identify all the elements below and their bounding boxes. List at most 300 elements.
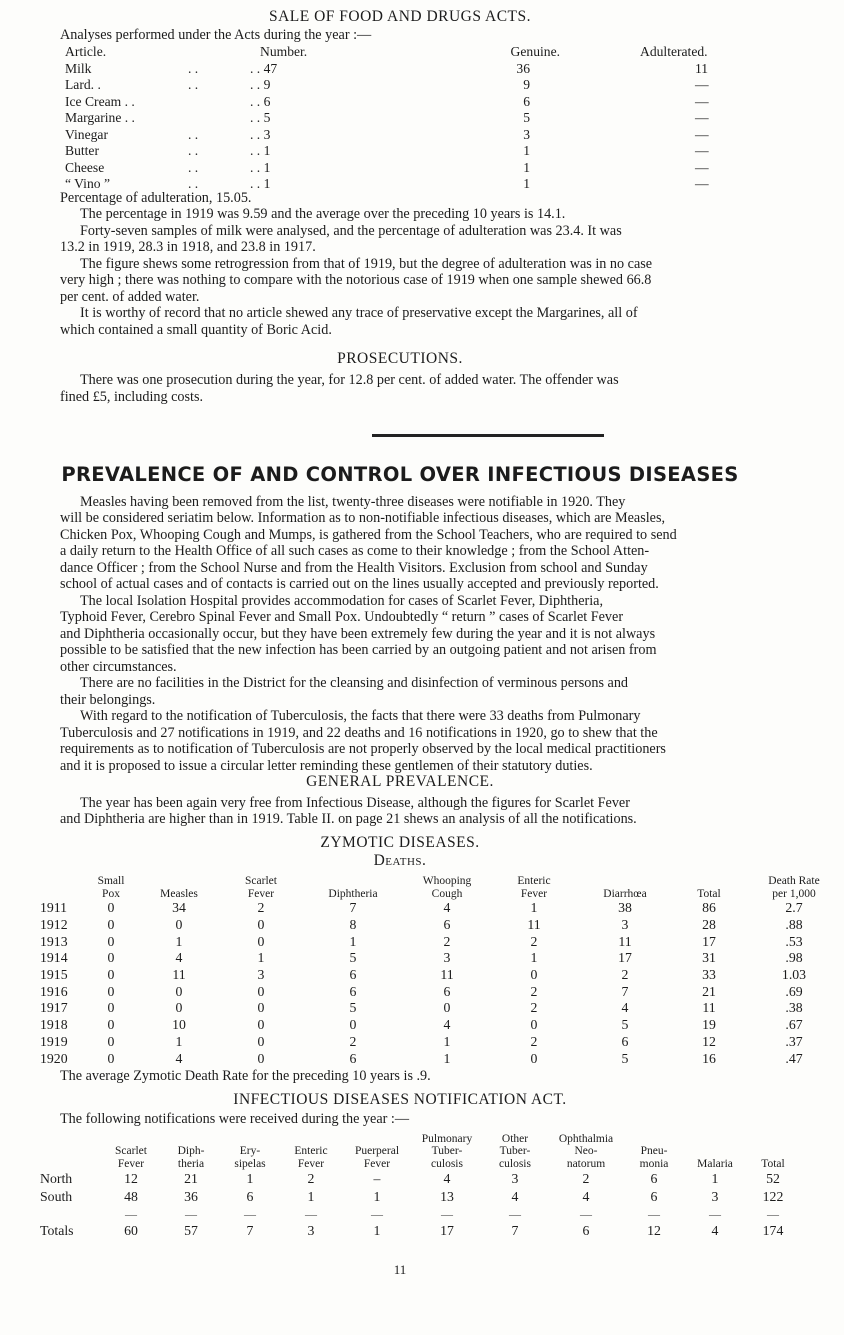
notification-header-l1 — [624, 1133, 684, 1146]
prevalence-line: The local Isolation Hospital provides accommodation for cases of Scarlet Fever, Diphtheria, — [80, 593, 604, 609]
analyses-row — [60, 77, 770, 94]
zymotic-year: 1913 — [40, 933, 68, 949]
zymotic-row — [40, 1017, 844, 1034]
notification-total-cell: 7 — [511, 1223, 519, 1238]
analyses-article — [60, 77, 210, 94]
analyses-article: Ice Cream . . — [65, 93, 135, 109]
notification-area: South — [40, 1189, 73, 1204]
analyses-article: Margarine . . — [65, 110, 135, 126]
prevalence-line: their belongings. — [60, 692, 156, 708]
zymotic-row — [40, 900, 844, 917]
zymotic-cell: .37 — [785, 1033, 803, 1049]
zymotic-header-row — [40, 870, 844, 900]
zymotic-cell: 3 — [443, 950, 451, 966]
prevalence-line: and it is proposed to issue a circular letter reminding these gentlemen of their statutory duties. — [60, 758, 593, 774]
notification-header-cell — [412, 1128, 482, 1170]
notification-cell: 4 — [582, 1189, 590, 1204]
analyses-header-article: Article. — [65, 44, 107, 60]
zymotic-cell: 6 — [349, 1050, 357, 1066]
zymotic-cell: 4 — [175, 950, 183, 966]
notification-header-l1 — [100, 1133, 162, 1146]
para-record-2: which contained a small quantity of Boric Acid. — [60, 322, 332, 338]
zymotic-note: The average Zymotic Death Rate for the preceding 10 years is .9. — [60, 1068, 431, 1084]
analyses-article-name: Cheese — [65, 159, 105, 175]
zymotic-year: 1912 — [40, 917, 68, 933]
notification-header-area — [40, 1128, 100, 1170]
zymotic-cell: 33 — [702, 967, 716, 983]
zymotic-header-l2: Cough — [431, 887, 463, 900]
zymotic-cell: .53 — [785, 933, 803, 949]
zymotic-year: 1920 — [40, 1050, 68, 1066]
prevalence-line: school of actual cases and of contacts is carried out on the lines usually accepted and previously reported. — [60, 576, 659, 592]
zymotic-cell: 2 — [530, 933, 538, 949]
prevalence-line: Typhoid Fever, Cerebro Spinal Fever and Small Pox. Undoubtedly “ return ” cases of Scarlet Fever — [60, 609, 624, 625]
zymotic-year: 1916 — [40, 983, 68, 999]
analyses-adulterated: — — [695, 126, 709, 142]
analyses-article — [60, 127, 210, 144]
notification-cell: 1 — [373, 1189, 381, 1204]
analyses-number: . . 9 — [250, 77, 271, 93]
zymotic-cell: 2 — [349, 1033, 357, 1049]
zymotic-cell: 0 — [107, 1050, 115, 1066]
prevalence-line: will be considered seriatim below. Information as to non-notifiable infectious diseases, which are Measles, — [60, 510, 666, 526]
zymotic-cell: 6 — [621, 1033, 629, 1049]
notification-header-l3: culosis — [431, 1157, 463, 1170]
notification-row — [40, 1188, 800, 1206]
para-milk-1: Forty-seven samples of milk were analysed, and the percentage of adulteration was 23.4. It was — [80, 223, 622, 239]
notification-header-l1 — [746, 1133, 800, 1146]
zymotic-cell: 11 — [440, 967, 454, 983]
notification-header-cell — [684, 1128, 746, 1170]
zymotic-cell: 0 — [107, 1033, 115, 1049]
analyses-genuine: 1 — [523, 176, 530, 192]
zymotic-year: 1917 — [40, 1000, 68, 1016]
zymotic-cell: 4 — [443, 900, 451, 916]
analyses-dots: . . — [188, 77, 199, 93]
zymotic-cell: 17 — [702, 933, 716, 949]
zymotic-cell: 0 — [107, 900, 115, 916]
zymotic-cell: 2 — [257, 900, 265, 916]
prevalence-line: other circumstances. — [60, 659, 177, 675]
analyses-number: . . 5 — [250, 110, 271, 126]
zymotic-header-l2: per 1,000 — [772, 887, 816, 900]
notification-row — [40, 1170, 800, 1188]
notification-header-l3: theria — [177, 1157, 205, 1170]
zymotic-cell: 0 — [530, 1017, 538, 1033]
prevalence-line: Chicken Pox, Whooping Cough and Mumps, is gathered from the School Teachers, who are required to send — [60, 527, 677, 543]
zymotic-header-l2: Diphtheria — [328, 887, 378, 900]
notification-header-cell — [548, 1128, 624, 1170]
zymotic-cell: 0 — [443, 1000, 451, 1016]
zymotic-cell: 0 — [107, 967, 115, 983]
zymotic-cell: 1 — [443, 1050, 451, 1066]
prevalence-line: Tuberculosis and 27 notifications in 1919, and 22 deaths and 16 notifications in 1920, go to shew that the — [60, 725, 658, 741]
zymotic-row — [40, 1000, 844, 1017]
zymotic-header-l2: Fever — [247, 887, 275, 900]
zymotic-header-cell — [674, 870, 744, 900]
zymotic-cell: 1 — [175, 933, 183, 949]
analyses-row — [60, 61, 770, 78]
zymotic-cell: .69 — [785, 983, 803, 999]
notification-cell: 1 — [711, 1171, 719, 1186]
analyses-number: . . 47 — [250, 60, 278, 76]
zymotic-cell: 8 — [349, 917, 357, 933]
para-retro-2: very high ; there was nothing to compare with the notorious case of 1919 when one sample shewed 66.8 — [60, 272, 652, 288]
zymotic-header-cell — [576, 870, 674, 900]
analyses-adulterated: 11 — [695, 60, 709, 76]
notification-header-l2: Scarlet — [115, 1145, 147, 1157]
analyses-article — [60, 61, 210, 78]
notification-header-l3: natorum — [566, 1157, 606, 1170]
notification-cell: 6 — [246, 1189, 254, 1204]
notification-header-l1: Ophthalmia — [558, 1132, 614, 1145]
notification-header-l1 — [280, 1133, 342, 1146]
notification-totals-label: Totals — [40, 1223, 74, 1238]
notification-total-cell: 6 — [582, 1223, 590, 1238]
notification-dash: — — [648, 1206, 660, 1221]
notification-dash: — — [509, 1206, 521, 1221]
zymotic-cell: 1 — [530, 950, 538, 966]
notification-header-l1 — [684, 1133, 746, 1146]
zymotic-cell: 1 — [175, 1033, 183, 1049]
notification-total-cell: 7 — [246, 1223, 254, 1238]
analyses-genuine: 36 — [516, 60, 530, 76]
notification-cell: 2 — [307, 1171, 315, 1186]
analyses-adulterated: — — [695, 176, 709, 192]
zymotic-header-year — [40, 870, 82, 900]
para-milk-2: 13.2 in 1919, 28.3 in 1918, and 23.8 in 1917. — [60, 239, 316, 255]
zymotic-cell: 0 — [107, 1000, 115, 1016]
notification-total-cell: 12 — [647, 1223, 661, 1238]
zymotic-cell: 4 — [443, 1017, 451, 1033]
notification-header-l2 — [746, 1145, 800, 1158]
zymotic-cell: 11 — [172, 967, 186, 983]
notification-header-l1 — [220, 1133, 280, 1146]
zymotic-cell: .47 — [785, 1050, 803, 1066]
para-retro-1: The figure shews some retrogression from that of 1919, but the degree of adulteration was in no case — [80, 256, 653, 272]
zymotic-year: 1911 — [40, 900, 68, 916]
zymotic-header-l2: Fever — [520, 887, 548, 900]
notification-header-cell — [280, 1128, 342, 1170]
zymotic-row — [40, 1050, 844, 1067]
zymotic-cell: 0 — [175, 917, 183, 933]
notification-total-cell: 57 — [184, 1223, 198, 1238]
analyses-row — [60, 160, 770, 177]
prevalence-line: requirements as to notification of Tuberculosis are not properly observed by the local medical practitioners — [60, 741, 666, 757]
zymotic-cell: 2.7 — [785, 900, 803, 916]
prevalence-line: dance Officer ; from the School Nurse and from the Health Visitors. Exclusion from school and Sunday — [60, 560, 648, 576]
general-text-2: and Diphtheria are higher than in 1919. Table II. on page 21 shews an analysis of all the notifications. — [60, 811, 637, 827]
analyses-genuine: 1 — [523, 159, 530, 175]
zymotic-cell: 10 — [172, 1017, 186, 1033]
notification-cell: 12 — [124, 1171, 138, 1186]
zymotic-cell: 1.03 — [781, 967, 807, 983]
notification-cell: 21 — [184, 1171, 198, 1186]
zymotic-row — [40, 983, 844, 1000]
zymotic-cell: 1 — [443, 1033, 451, 1049]
zymotic-cell: 1 — [530, 900, 538, 916]
zymotic-cell: 6 — [443, 917, 451, 933]
zymotic-cell: 4 — [621, 1000, 629, 1016]
zymotic-header-cell — [744, 870, 844, 900]
notification-header-cell — [220, 1128, 280, 1170]
zymotic-header-cell — [218, 870, 304, 900]
zymotic-cell: 0 — [107, 917, 115, 933]
zymotic-cell: .38 — [785, 1000, 803, 1016]
notification-cell: 6 — [650, 1189, 658, 1204]
notification-cell: 4 — [511, 1189, 519, 1204]
notification-total-cell: 4 — [711, 1223, 719, 1238]
analyses-row — [60, 110, 770, 127]
zymotic-cell: 6 — [349, 967, 357, 983]
zymotic-header-l2: Measles — [160, 887, 198, 900]
zymotic-cell: 16 — [702, 1050, 716, 1066]
analyses-header-number: Number. — [260, 44, 308, 60]
prevalence-title: PREVALENCE OF AND CONTROL OVER INFECTIOUS DISEASES — [61, 463, 739, 486]
zymotic-cell: 7 — [349, 900, 357, 916]
notification-header-l3: Fever — [363, 1157, 391, 1170]
zymotic-header-l2: Total — [697, 887, 721, 900]
notification-header-l2: Ery- — [239, 1145, 261, 1157]
analyses-genuine: 1 — [523, 143, 530, 159]
zymotic-row — [40, 933, 844, 950]
zymotic-cell: .67 — [785, 1017, 803, 1033]
notification-dash — [40, 1206, 100, 1222]
zymotic-header-l1: Enteric — [517, 875, 551, 887]
zymotic-cell: 2 — [530, 983, 538, 999]
zymotic-row — [40, 917, 844, 934]
notification-total-cell: 1 — [373, 1223, 381, 1238]
zymotic-subtitle: Deaths. — [373, 852, 427, 869]
zymotic-cell: 86 — [702, 900, 716, 916]
zymotic-cell: 31 — [702, 950, 716, 966]
notification-cell: 122 — [762, 1189, 784, 1204]
notification-total-cell: 3 — [307, 1223, 315, 1238]
zymotic-cell: .98 — [785, 950, 803, 966]
notification-dash: — — [185, 1206, 197, 1221]
notification-header-l3: Total — [761, 1157, 785, 1170]
analyses-adulterated: — — [695, 159, 709, 175]
prosecutions-text-2: fined £5, including costs. — [60, 389, 204, 405]
prevalence-line: a daily return to the Health Office of all such cases as come to their knowledge ; from the School Atten- — [60, 543, 650, 559]
prevalence-line: and Diphtheria occasionally occur, but they have been extremely few during the year and it is not always — [60, 626, 656, 642]
zymotic-cell: 5 — [349, 1000, 357, 1016]
zymotic-cell: 0 — [257, 1000, 265, 1016]
notification-header-l2 — [684, 1145, 746, 1158]
sale-title: SALE OF FOOD AND DRUGS ACTS. — [268, 8, 532, 25]
zymotic-cell: 2 — [530, 1000, 538, 1016]
zymotic-cell: 0 — [257, 1017, 265, 1033]
zymotic-header-l1: Scarlet — [245, 875, 277, 887]
zymotic-cell: 38 — [618, 900, 632, 916]
prevalence-line: possible to be satisfied that the new infection has been carried by an outgoing patient and not arisen from — [60, 642, 657, 658]
notification-header-cell — [482, 1128, 548, 1170]
notification-total-cell: 174 — [762, 1223, 784, 1238]
notification-total-cell: 17 — [440, 1223, 454, 1238]
notification-cell: 3 — [511, 1171, 519, 1186]
notification-cell: 6 — [650, 1171, 658, 1186]
zymotic-cell: 2 — [621, 967, 629, 983]
zymotic-cell: 0 — [175, 1000, 183, 1016]
zymotic-header-l1: Whooping — [422, 875, 472, 887]
zymotic-cell: 0 — [107, 933, 115, 949]
notification-intro: The following notifications were received during the year :— — [60, 1111, 410, 1127]
zymotic-cell: 11 — [702, 1000, 716, 1016]
analyses-number: . . 3 — [250, 126, 271, 142]
zymotic-year: 1919 — [40, 1033, 68, 1049]
zymotic-cell: 0 — [349, 1017, 357, 1033]
zymotic-header-cell — [82, 870, 140, 900]
notification-cell: 1 — [246, 1171, 254, 1186]
analyses-row — [60, 94, 770, 111]
analyses-article-name: “ Vino ” — [65, 176, 110, 192]
zymotic-row — [40, 950, 844, 967]
zymotic-cell: 0 — [107, 950, 115, 966]
analyses-number: . . 6 — [250, 93, 271, 109]
zymotic-cell: 6 — [349, 983, 357, 999]
analyses-genuine: 6 — [523, 93, 530, 109]
zymotic-cell: 0 — [257, 1033, 265, 1049]
zymotic-cell: 0 — [257, 983, 265, 999]
analyses-number: . . 1 — [250, 143, 271, 159]
notification-dash: — — [580, 1206, 592, 1221]
notification-header-l3: sipelas — [234, 1157, 266, 1170]
zymotic-header-l1: Small — [97, 875, 125, 887]
notification-cell: – — [373, 1171, 381, 1186]
zymotic-cell: 0 — [530, 1050, 538, 1066]
notification-dash: — — [767, 1206, 779, 1221]
zymotic-header-cell — [140, 870, 218, 900]
notification-header-l3: Fever — [117, 1157, 145, 1170]
zymotic-cell: 2 — [443, 933, 451, 949]
zymotic-cell: 0 — [257, 933, 265, 949]
zymotic-cell: 12 — [702, 1033, 716, 1049]
notification-header-cell — [342, 1128, 412, 1170]
analyses-number: . . 1 — [250, 159, 271, 175]
zymotic-cell: 5 — [349, 950, 357, 966]
zymotic-cell: 1 — [257, 950, 265, 966]
zymotic-cell: 0 — [107, 1017, 115, 1033]
zymotic-cell: 0 — [175, 983, 183, 999]
para-record-1: It is worthy of record that no article shewed any trace of preservative except the Margarines, all of — [80, 305, 638, 321]
zymotic-row — [40, 1034, 844, 1051]
notification-dash: — — [305, 1206, 317, 1221]
notification-header-l3: monia — [639, 1157, 669, 1170]
analyses-dots: . . — [188, 143, 199, 159]
zymotic-cell: 28 — [702, 917, 716, 933]
prosecutions-title: PROSECUTIONS. — [337, 350, 463, 367]
notification-header-l1: Other — [501, 1132, 529, 1145]
zymotic-cell: 17 — [618, 950, 632, 966]
zymotic-cell: 19 — [702, 1017, 716, 1033]
zymotic-cell: 0 — [530, 967, 538, 983]
page-number: 11 — [393, 1262, 407, 1277]
zymotic-cell: 0 — [257, 1050, 265, 1066]
zymotic-table — [40, 870, 844, 1067]
analyses-dots: . . — [188, 176, 199, 192]
para-percentage-1: Percentage of adulteration, 15.05. — [60, 190, 252, 206]
analyses-row — [60, 127, 770, 144]
zymotic-cell: 34 — [172, 900, 186, 916]
prevalence-line: Measles having been removed from the list, twenty-three diseases were notifiable in 1920. They — [80, 494, 626, 510]
zymotic-cell: 1 — [349, 933, 357, 949]
notification-cell: 2 — [582, 1171, 590, 1186]
zymotic-title: ZYMOTIC DISEASES. — [320, 834, 480, 851]
zymotic-header-l2: Diarrhœa — [603, 887, 647, 900]
notification-table — [40, 1128, 800, 1240]
analyses-dots: . . — [188, 60, 199, 76]
notification-dash: — — [244, 1206, 256, 1221]
zymotic-header-cell — [402, 870, 492, 900]
zymotic-cell: 11 — [527, 917, 541, 933]
analyses-header-genuine: Genuine. — [510, 44, 560, 60]
notification-header-l2: Diph- — [177, 1145, 205, 1157]
analyses-article — [60, 160, 210, 177]
prevalence-line: With regard to the notification of Tuberculosis, the facts that there were 33 deaths from Pulmonary — [80, 708, 641, 724]
zymotic-cell: 7 — [621, 983, 629, 999]
notification-title: INFECTIOUS DISEASES NOTIFICATION ACT. — [233, 1091, 567, 1108]
notification-header-l2: Enteric — [294, 1145, 328, 1157]
notification-total-cell: 60 — [124, 1223, 138, 1238]
zymotic-cell: 11 — [618, 933, 632, 949]
notification-header-l3: Fever — [297, 1157, 325, 1170]
notification-header-cell — [100, 1128, 162, 1170]
analyses-header-adulterated: Adulterated. — [640, 44, 708, 60]
notification-dash: — — [371, 1206, 383, 1221]
analyses-adulterated: — — [695, 77, 709, 93]
notification-header-l2: Pneu- — [640, 1145, 668, 1157]
analyses-article — [60, 143, 210, 160]
zymotic-header-l2: Pox — [102, 887, 120, 900]
notification-cell: 1 — [307, 1189, 315, 1204]
notification-dash: — — [709, 1206, 721, 1221]
zymotic-cell: 2 — [530, 1033, 538, 1049]
zymotic-cell: 3 — [257, 967, 265, 983]
analyses-adulterated: — — [695, 110, 709, 126]
notification-dash-row — [40, 1206, 800, 1222]
notification-header-l2: Puerperal — [354, 1145, 400, 1157]
analyses-genuine: 9 — [523, 77, 530, 93]
general-title: GENERAL PREVALENCE. — [306, 773, 494, 790]
analyses-genuine: 5 — [523, 110, 530, 126]
section-divider — [372, 434, 604, 437]
para-retro-3: per cent. of added water. — [60, 289, 200, 305]
notification-header-l1 — [162, 1133, 220, 1146]
zymotic-cell: 5 — [621, 1050, 629, 1066]
notification-header-cell — [746, 1128, 800, 1170]
notification-header-l1 — [342, 1133, 412, 1146]
notification-cell: 4 — [443, 1171, 451, 1186]
notification-totals-row — [40, 1222, 800, 1240]
analyses-article-name: Milk — [65, 60, 92, 76]
zymotic-header-cell — [492, 870, 576, 900]
notification-dash: — — [441, 1206, 453, 1221]
zymotic-cell: 0 — [107, 983, 115, 999]
notification-header-row — [40, 1128, 800, 1170]
notification-header-l3: culosis — [499, 1157, 531, 1170]
zymotic-cell: 4 — [175, 1050, 183, 1066]
analyses-genuine: 3 — [523, 126, 530, 142]
zymotic-header-l1: Death Rate — [768, 875, 820, 887]
zymotic-cell: 0 — [257, 917, 265, 933]
analyses-adulterated: — — [695, 143, 709, 159]
analyses-number: . . 1 — [250, 176, 271, 192]
analyses-row — [60, 143, 770, 160]
analyses-article-name: Butter — [65, 143, 99, 159]
notification-cell: 48 — [124, 1189, 138, 1204]
zymotic-year: 1914 — [40, 950, 68, 966]
zymotic-year: 1915 — [40, 967, 68, 983]
